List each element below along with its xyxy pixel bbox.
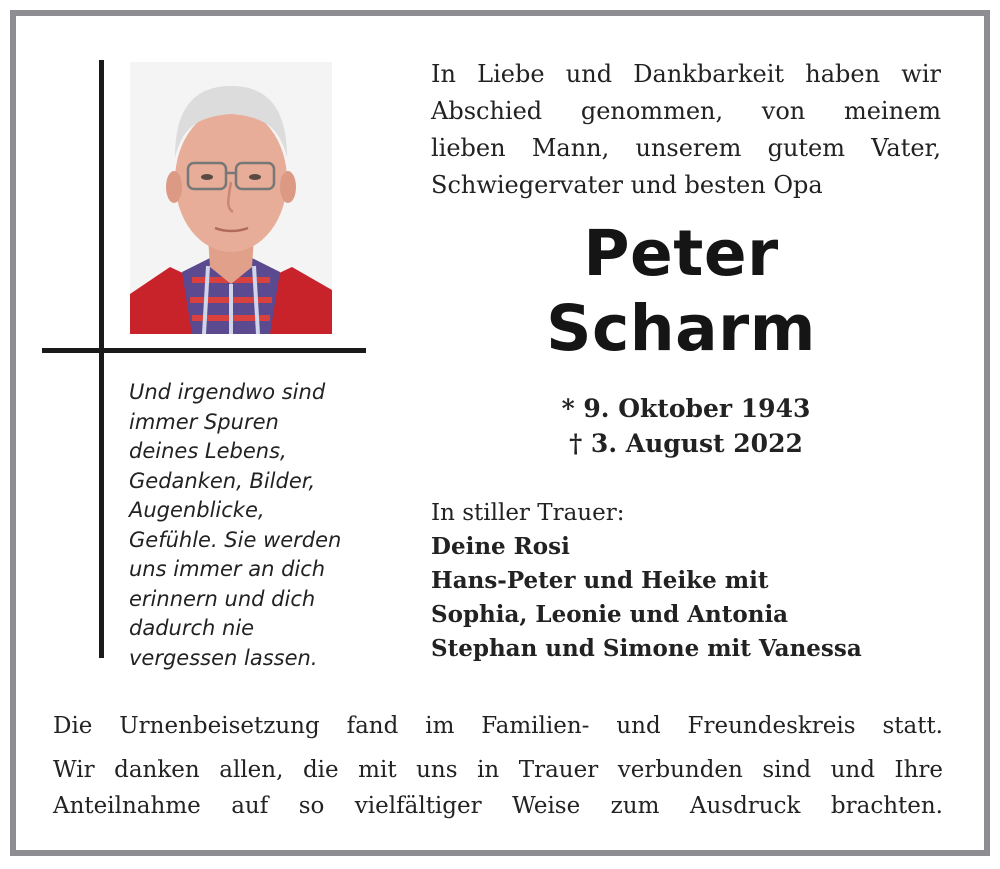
poem-line: erinnern und dich xyxy=(129,586,316,611)
intro-text xyxy=(431,56,941,204)
poem-line: Und irgendwo sind xyxy=(129,380,326,404)
intro-line: Abschied genommen, von meinem xyxy=(431,97,941,125)
last-name: Scharm xyxy=(546,292,816,365)
intro-line: In Liebe und Dankbarkeit haben wir xyxy=(431,60,941,88)
thanks-line: Anteilnahme auf so vielfältiger Weise zum Ausdruck brachten. xyxy=(53,793,943,819)
mourner-name: Deine Rosi xyxy=(431,533,570,560)
poem-line: dadurch nie xyxy=(129,616,255,640)
mourner-name: Hans-Peter und Heike mit xyxy=(431,567,769,594)
death-date: † 3. August 2022 xyxy=(569,429,803,458)
poem xyxy=(129,378,391,673)
poem-line: immer Spuren xyxy=(129,409,279,434)
poem-line: Gedanken, Bilder, xyxy=(129,468,316,493)
footer-text xyxy=(53,708,943,824)
mourners xyxy=(431,496,951,666)
burial-note: Die Urnenbeisetzung fand im Familien- und Freundeskreis statt. xyxy=(53,713,943,739)
thanks-line: Wir danken allen, die mit uns in Trauer verbunden sind und Ihre xyxy=(53,757,943,783)
intro-line: Schwiegervater und besten Opa xyxy=(431,171,823,199)
mourner-name: Stephan und Simone mit Vanessa xyxy=(431,635,862,662)
cross-icon-crossbar xyxy=(42,348,366,353)
poem-line: Augenblicke, xyxy=(129,498,265,522)
poem-line: uns immer an dich xyxy=(129,557,326,581)
intro-line: lieben Mann, unserem gutem Vater, xyxy=(431,134,941,162)
life-dates xyxy=(431,391,941,461)
mourner-name: Sophia, Leonie und Antonia xyxy=(431,601,789,628)
cross-icon xyxy=(99,60,104,658)
deceased-name xyxy=(431,216,931,366)
poem-line: Gefühle. Sie werden xyxy=(129,527,342,552)
poem-line: deines Lebens, xyxy=(129,439,287,463)
first-name: Peter xyxy=(583,217,779,290)
mourners-heading: In stiller Trauer: xyxy=(431,500,625,526)
portrait-photo xyxy=(130,62,332,334)
poem-line: vergessen lassen. xyxy=(129,645,318,670)
birth-date: * 9. Oktober 1943 xyxy=(561,394,811,423)
